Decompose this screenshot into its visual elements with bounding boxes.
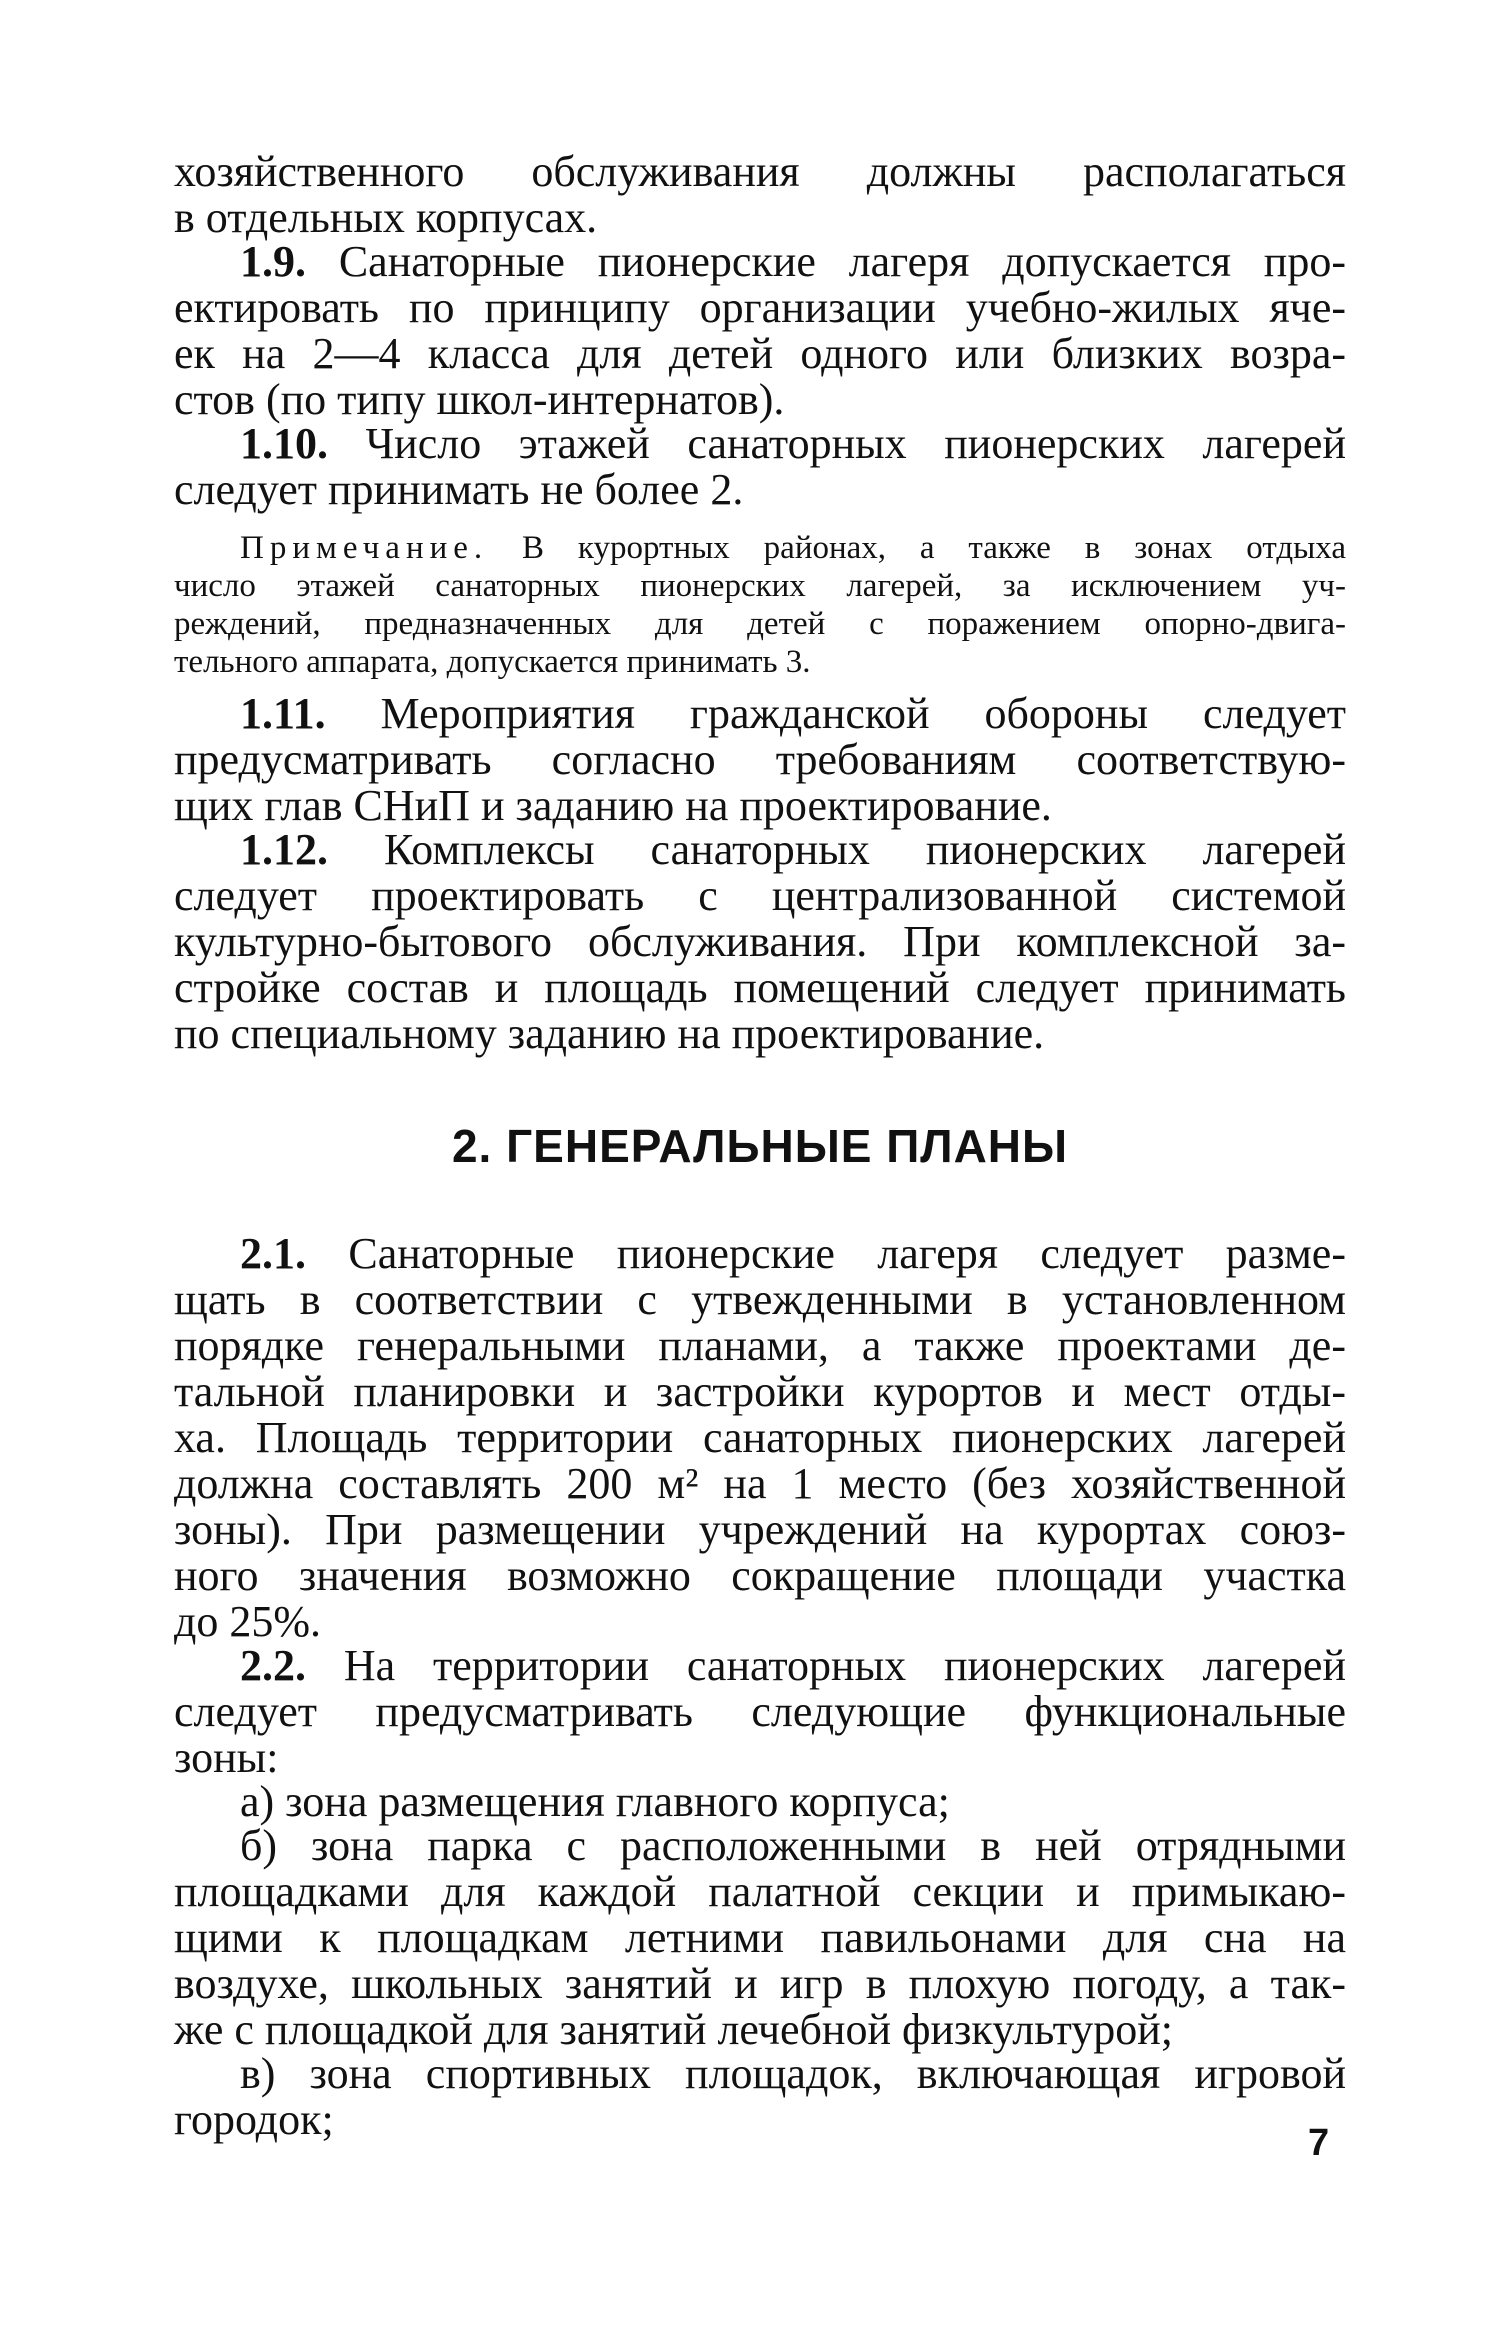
clause-number: 1.11. — [240, 689, 326, 738]
clause-number: 2.1. — [240, 1229, 306, 1278]
text-line: щать в соответствии с утвежденными в установленном — [174, 1275, 1346, 1324]
paragraph-2-1-first-line: 2.1. Санаторные пионерские лагеря следует разме- — [240, 1229, 1346, 1278]
text-line: должна составлять 200 м² на 1 место (без хозяйственной — [174, 1459, 1346, 1508]
text-line: следует предусматривать следующие функциональные — [174, 1687, 1346, 1736]
text-line: ха. Площадь территории санаторных пионерских лагерей — [174, 1413, 1346, 1462]
text-line: по специальному заданию на проектирование. — [174, 1009, 1045, 1058]
paragraph-1-9-first-line: 1.9. Санаторные пионерские лагеря допускается про- — [240, 237, 1346, 286]
text-line: в отдельных корпусах. — [174, 193, 598, 242]
paragraph-2-2-first-line: 2.2. На территории санаторных пионерских лагерей — [240, 1641, 1347, 1690]
clause-number: 1.12. — [240, 825, 328, 874]
text-line: хозяйственного обслуживания должны располагаться — [174, 147, 1346, 196]
clause-number: 1.9. — [240, 237, 306, 286]
text-line: городок; — [174, 2095, 334, 2144]
text-line: стройке состав и площадь помещений следует принимать — [174, 963, 1346, 1012]
section-heading: 2. ГЕНЕРАЛЬНЫЕ ПЛАНЫ — [451, 1120, 1069, 1172]
paragraph-1-11-first-line: 1.11. Мероприятия гражданской обороны следует — [240, 689, 1347, 738]
note-first-line: Примечание. В курортных районах, а также в зонах отдыха — [240, 530, 1346, 566]
list-item-v-first-line: в) зона спортивных площадок, включающая игровой — [240, 2049, 1346, 2098]
text-line: стов (по типу школ-интернатов). — [174, 375, 785, 424]
text-line: ного значения возможно сокращение площади участка — [174, 1551, 1346, 1600]
text-line: щими к площадкам летними павильонами для сна на — [174, 1913, 1346, 1962]
text-line: воздухе, школьных занятий и игр в плохую погоду, а так- — [174, 1959, 1346, 2008]
list-item-a: а) зона размещения главного корпуса; — [240, 1777, 950, 1826]
text-line: ек на 2—4 класса для детей одного или близких возра- — [174, 329, 1346, 378]
text-line: щих глав СНиП и заданию на проектирование. — [174, 781, 1052, 830]
text-line: культурно-бытового обслуживания. При комплексной за- — [174, 917, 1346, 966]
text-line: порядке генеральными планами, а также проектами де- — [174, 1321, 1346, 1370]
text-line: же с площадкой для занятий лечебной физкультурой; — [174, 2005, 1174, 2054]
list-item-b-first-line: б) зона парка с расположенными в ней отрядными — [240, 1821, 1346, 1870]
text-line: предусматривать согласно требованиям соответствую- — [174, 735, 1346, 784]
paragraph-1-12-first-line: 1.12. Комплексы санаторных пионерских лагерей — [240, 825, 1347, 874]
text-line: следует проектировать с централизованной системой — [174, 871, 1346, 920]
note-line: число этажей санаторных пионерских лагерей, за исключением уч- — [174, 568, 1346, 604]
text-line: тальной планировки и застройки курортов и мест отды- — [174, 1367, 1346, 1416]
paragraph-1-10-first-line: 1.10. Число этажей санаторных пионерских лагерей — [240, 419, 1346, 468]
text-line: ектировать по принципу организации учебно-жилых яче- — [174, 283, 1346, 332]
page-number: 7 — [1308, 2122, 1330, 2164]
clause-number: 1.10. — [240, 419, 328, 468]
text-line: зоны: — [174, 1733, 279, 1782]
text-line: площадками для каждой палатной секции и примыкаю- — [174, 1867, 1346, 1916]
note-line: тельного аппарата, допускается принимать 3. — [174, 644, 811, 680]
note-line: реждений, предназначенных для детей с поражением опорно-двига- — [174, 606, 1346, 642]
text-line: следует принимать не более 2. — [174, 465, 744, 514]
text-line: зоны). При размещении учреждений на курортах союз- — [174, 1505, 1346, 1554]
note-label: Примечание. — [240, 530, 489, 566]
text-line: до 25%. — [174, 1597, 322, 1646]
clause-number: 2.2. — [240, 1641, 306, 1690]
